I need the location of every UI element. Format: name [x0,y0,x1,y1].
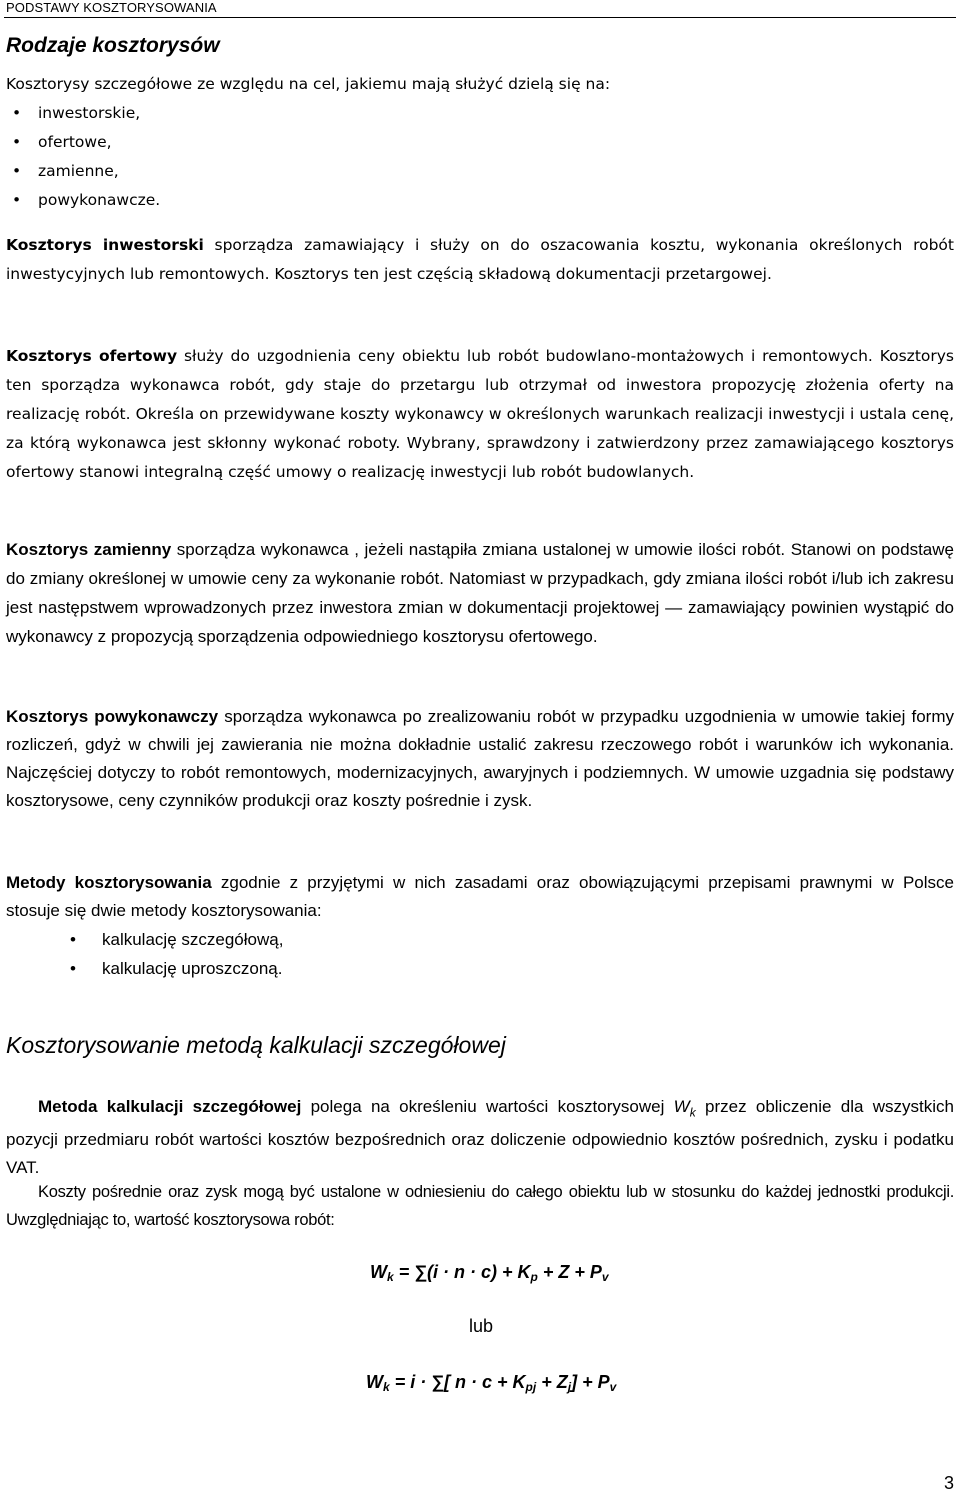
methods-list [64,925,283,983]
paragraph-metody: Metody kosztorysowania zgodnie z przyjętymi w nich zasadami oraz obowiązującymi przepisami prawnymi w Polsce stosuje się dwie metody kosztorysowania: [6,873,954,920]
bullet-icon: • [12,133,22,151]
bullet-icon: • [12,104,22,122]
running-header: PODSTAWY KOSZTORYSOWANIA [6,0,217,15]
kosztorys-types-list [6,99,160,215]
term-label: Kosztorys ofertowy [6,347,178,365]
bullet-icon: • [12,191,22,209]
section-heading-rodzaje: Rodzaje kosztorysów [6,34,220,57]
paragraph-metoda-kalkulacji: Metoda kalkulacji szczegółowej polega na określeniu wartości kosztorysowej $W_k$ przez obliczenie dla wszystkich pozycji przedmiaru robót wartości kosztów bezpośrednich oraz doliczenie odpowiednio kosztów pośrednich, zysku i podatku VAT. [6,1097,954,1178]
paragraph-zamienny: Kosztorys zamienny sporządza wykonawca , jeżeli nastąpiła zmiana ustalonej w umowie ilości robót. Stanowi on podstawę do zmiany określonej w umowie ceny za wykonanie robót. Natomiast w przypadkach, gdy zmiana ilości robót i/lub ich zakresu jest następstwem wprowadzonych przez inwestora zmian w dokumentacji projektowej — zamawiający powinien wystąpić do wykonawcy z propozycją sporządzenia odpowiedniego kosztorysu ofertowego. [6,540,954,646]
bullet-icon: • [70,959,76,978]
term-label: Metoda kalkulacji szczegółowej [38,1097,302,1116]
list-item: • inwestorskie, [6,99,160,128]
term-label: Kosztorys powykonawczy [6,707,219,726]
page-number: 3 [943,1473,954,1493]
paragraph-inwestorski: Kosztorys inwestorski sporządza zamawiający i służy on do oszacowania kosztu, wykonania określonych robót inwestycyjnych lub remontowych. Kosztorys ten jest częścią składową dokumentacji przetargowej. [6,236,954,283]
list-item: • kalkulację szczegółową, [64,925,283,954]
list-item: • zamienne, [6,157,160,186]
formula-2: $W_k = i$ · ∑[ $n \cdot c + K_{pj} + Z_j] + P_v$ [366,1372,617,1394]
header-rule [4,17,956,18]
formula-1: $W_k = \sum(i \cdot n \cdot c) + K_p + Z + P_v$ [370,1262,609,1284]
term-label: Kosztorys zamienny [6,540,172,559]
bullet-icon: • [70,930,76,949]
intro-text: Kosztorysy szczegółowe ze względu na cel, jakiemu mają służyć dzielą się na: [6,75,611,93]
or-text: lub [469,1316,494,1336]
list-item: • powykonawcze. [6,186,160,215]
section-heading-kalkulacja: Kosztorysowanie metodą kalkulacji szczegółowej [6,1032,506,1058]
term-label: Kosztorys inwestorski [6,236,204,254]
bullet-icon: • [12,162,22,180]
paragraph-ofertowy: Kosztorys ofertowy służy do uzgodnienia ceny obiektu lub robót budowlano-montażowych i remontowych. Kosztorys ten sporządza wykonawca robót, gdy staje do przetargu lub otrzymał od inwestora propozycję złożenia oferty na realizację robót. Określa on przewidywane koszty wykonawcy w określonych warunkach realizacji inwestycji i ustala cenę, za którą wykonawca jest skłonny wykonać roboty. Wybrany, sprawdzony i zatwierdzony przez zamawiającego kosztorys ofertowy stanowi integralną część umowy o realizację inwestycji lub robót budowlanych. [6,347,955,481]
paragraph-koszty-posrednie: Koszty pośrednie oraz zysk mogą być ustalone w odniesieniu do całego obiektu lub w stosunku do każdej jednostki produkcji. Uwzględniając to, wartość kosztorysowa robót: [6,1183,954,1229]
list-item: • ofertowe, [6,128,160,157]
term-label: Metody kosztorysowania [6,873,212,892]
paragraph-powykonawczy: Kosztorys powykonawczy sporządza wykonawca po zrealizowaniu robót w przypadku uzgodnienia w umowie takiej formy rozliczeń, gdyż w chwili jej zawierania nie można dokładnie ustalić zakresu rzeczowego robót i warunków ich wykonania. Najczęściej dotyczy to robót remontowych, modernizacyjnych, awaryjnych i podziemnych. W umowie uzgadnia się podstawy kosztorysowe, ceny czynników produkcji oraz koszty pośrednie i zysk. [6,707,954,810]
list-item: • kalkulację uproszczoną. [64,954,283,983]
